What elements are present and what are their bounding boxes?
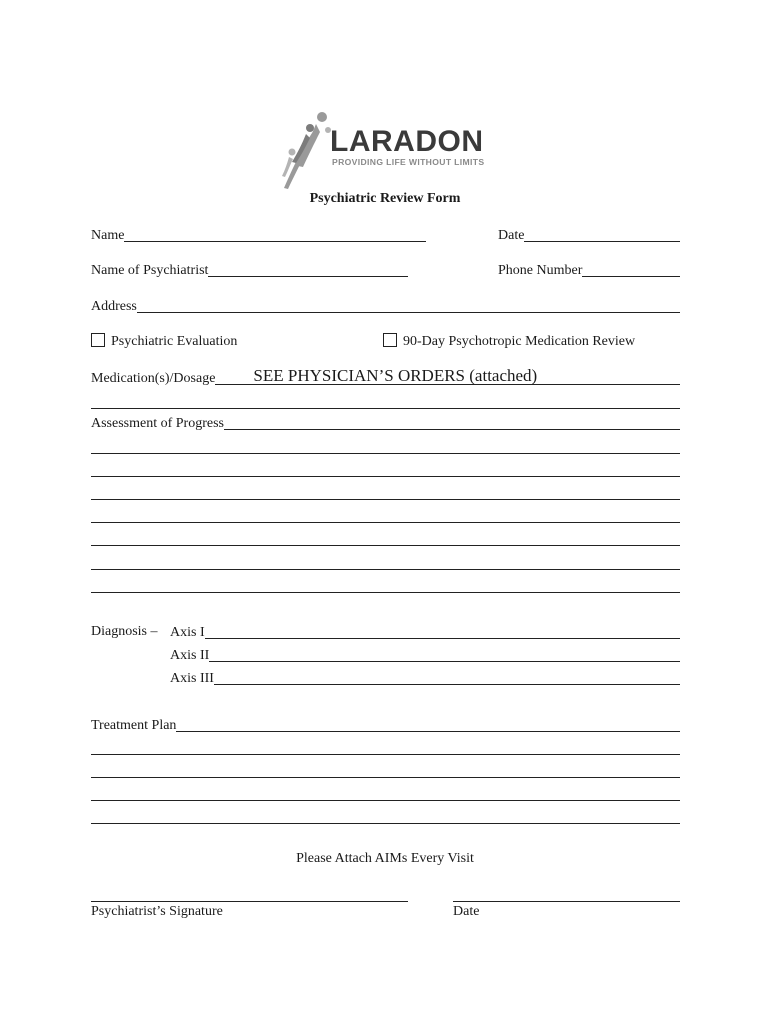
phone-label: Phone Number: [498, 263, 583, 278]
date-field[interactable]: [524, 228, 680, 242]
address-label: Address: [91, 299, 137, 314]
medication-field-row: [91, 366, 680, 387]
psychiatrist-label: Name of Psychiatrist: [91, 263, 209, 278]
axis3-field-row: [170, 669, 680, 687]
name-label: Name: [91, 228, 125, 243]
name-field[interactable]: [124, 228, 426, 242]
treatment-line[interactable]: [91, 777, 680, 778]
axis3-field[interactable]: [214, 671, 680, 685]
assessment-line[interactable]: [91, 545, 680, 546]
axis2-field-row: [170, 646, 680, 664]
treatment-line[interactable]: [91, 800, 680, 801]
axis1-field-row: [170, 623, 680, 641]
axis2-label: Axis II: [170, 648, 210, 663]
treatment-line[interactable]: [91, 754, 680, 755]
assessment-line[interactable]: [91, 476, 680, 477]
brand-name: LARADON: [330, 125, 484, 158]
assessment-line[interactable]: [91, 592, 680, 593]
address-field-row: [91, 297, 680, 315]
psychiatrist-field-row: [91, 261, 408, 279]
medication-value: SEE PHYSICIAN’S ORDERS (attached): [253, 366, 538, 385]
treatment-field[interactable]: [176, 718, 680, 732]
signature-date-line[interactable]: [453, 901, 680, 902]
assessment-field[interactable]: [224, 416, 680, 430]
brand-tagline: PROVIDING LIFE WITHOUT LIMITS: [332, 157, 485, 167]
date-label: Date: [498, 228, 525, 243]
phone-field[interactable]: [582, 263, 680, 277]
name-field-row: [91, 226, 426, 244]
address-field[interactable]: [137, 299, 680, 313]
medication-review-label: 90-Day Psychotropic Medication Review: [403, 334, 636, 349]
axis1-field[interactable]: [205, 625, 680, 639]
assessment-line[interactable]: [91, 522, 680, 523]
diagnosis-label: Diagnosis –: [91, 624, 158, 639]
assessment-field-row: [91, 414, 680, 432]
medication-field[interactable]: [215, 366, 680, 385]
assessment-line[interactable]: [91, 453, 680, 454]
medication-line-2[interactable]: [91, 408, 680, 409]
medication-review-option: [383, 333, 635, 350]
axis2-field[interactable]: [209, 648, 680, 662]
axis1-label: Axis I: [170, 625, 205, 640]
medication-review-checkbox[interactable]: [383, 333, 397, 347]
evaluation-label: Psychiatric Evaluation: [111, 334, 238, 349]
attach-note: Please Attach AIMs Every Visit: [296, 851, 474, 866]
evaluation-option: [91, 333, 237, 350]
psychiatrist-field[interactable]: [208, 263, 408, 277]
assessment-label: Assessment of Progress: [91, 416, 224, 431]
phone-field-row: [498, 261, 680, 279]
assessment-line[interactable]: [91, 499, 680, 500]
form-title: Psychiatric Review Form: [309, 191, 461, 206]
treatment-field-row: [91, 716, 680, 734]
treatment-label: Treatment Plan: [91, 718, 177, 733]
date-field-row: [498, 226, 680, 244]
signature-label: Psychiatrist’s Signature: [91, 904, 223, 919]
signature-line[interactable]: [91, 901, 408, 902]
medication-label: Medication(s)/Dosage: [91, 371, 216, 386]
treatment-line[interactable]: [91, 823, 680, 824]
assessment-line[interactable]: [91, 569, 680, 570]
evaluation-checkbox[interactable]: [91, 333, 105, 347]
signature-date-label: Date: [453, 904, 480, 919]
axis3-label: Axis III: [170, 671, 214, 686]
